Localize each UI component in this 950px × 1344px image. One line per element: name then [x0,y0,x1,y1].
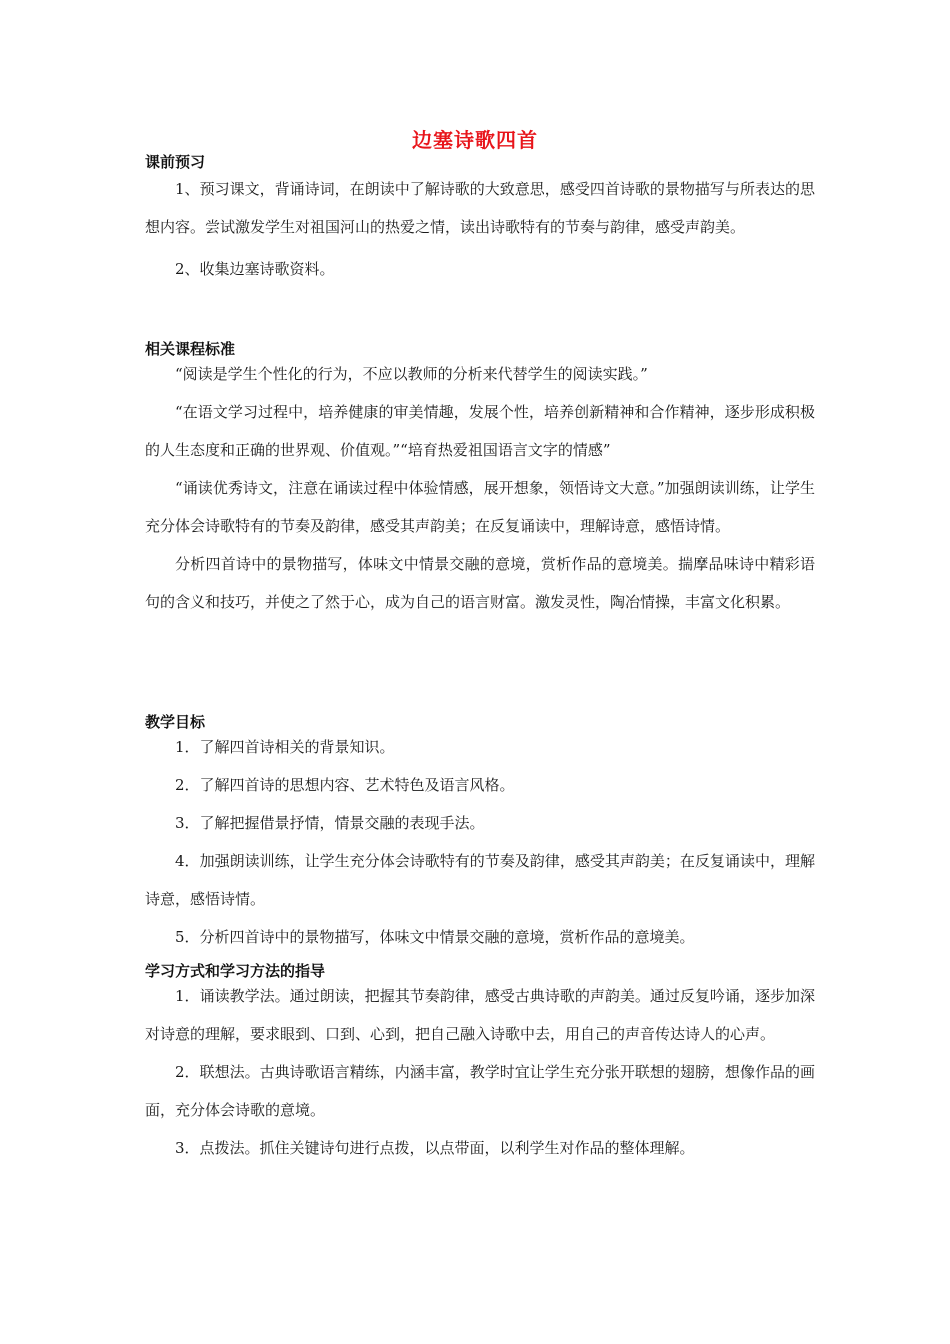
paragraph: 3．了解把握借景抒情，情景交融的表现手法。 [175,814,485,832]
paragraph: “在语文学习过程中，培养健康的审美情趣，发展个性，培养创新精神和合作精神，逐步形成积极的人生态度和正确的世界观、价值观。”“培育热爱祖国语言文字的情感” [145,403,815,459]
paragraph: 2、收集边塞诗歌资料。 [175,260,335,278]
section-teaching-goals [145,712,815,956]
paragraph: 2．联想法。古典诗歌语言精练，内涵丰富，教学时宜让学生充分张开联想的翅膀，想像作品的画面，充分体会诗歌的意境。 [145,1063,815,1119]
document-title: 边塞诗歌四首 [412,128,538,152]
paragraph: “诵读优秀诗文，注意在诵读过程中体验情感，展开想象，领悟诗文大意。”加强朗读训练，让学生充分体会诗歌特有的节奏及韵律，感受其声韵美；在反复诵读中，理解诗意，感悟诗情。 [145,479,815,535]
paragraph: 5．分析四首诗中的景物描写，体味文中情景交融的意境，赏析作品的意境美。 [175,928,695,946]
paragraph: 2．了解四首诗的思想内容、艺术特色及语言风格。 [175,776,515,794]
section-learning-methods [145,961,815,1167]
paragraph: “阅读是学生个性化的行为，不应以教师的分析来代替学生的阅读实践。” [175,365,648,383]
paragraph: 3．点拨法。抓住关键诗句进行点拨，以点带面，以利学生对作品的整体理解。 [175,1139,695,1157]
section-curriculum-standards [145,339,815,621]
paragraph: 4．加强朗读训练，让学生充分体会诗歌特有的节奏及韵律，感受其声韵美；在反复诵读中，理解诗意，感悟诗情。 [145,852,815,908]
paragraph: 1．了解四首诗相关的背景知识。 [175,738,395,756]
paragraph: 1．诵读教学法。通过朗读，把握其节奏韵律，感受古典诗歌的声韵美。通过反复吟诵，逐步加深对诗意的理解，要求眼到、口到、心到，把自己融入诗歌中去，用自己的声音传达诗人的心声。 [145,987,815,1043]
paragraph: 1、预习课文，背诵诗词，在朗读中了解诗歌的大致意思，感受四首诗歌的景物描写与所表达的思想内容。尝试激发学生对祖国河山的热爱之情，读出诗歌特有的节奏与韵律，感受声韵美。 [145,180,815,236]
section-heading: 相关课程标准 [145,340,236,358]
section-preview [145,152,815,288]
section-heading: 课前预习 [145,153,206,171]
section-heading: 教学目标 [145,713,206,731]
paragraph: 分析四首诗中的景物描写，体味文中情景交融的意境，赏析作品的意境美。揣摩品味诗中精彩语句的含义和技巧，并使之了然于心，成为自己的语言财富。激发灵性，陶冶情操，丰富文化积累。 [145,555,815,611]
section-heading: 学习方式和学习方法的指导 [145,962,326,980]
